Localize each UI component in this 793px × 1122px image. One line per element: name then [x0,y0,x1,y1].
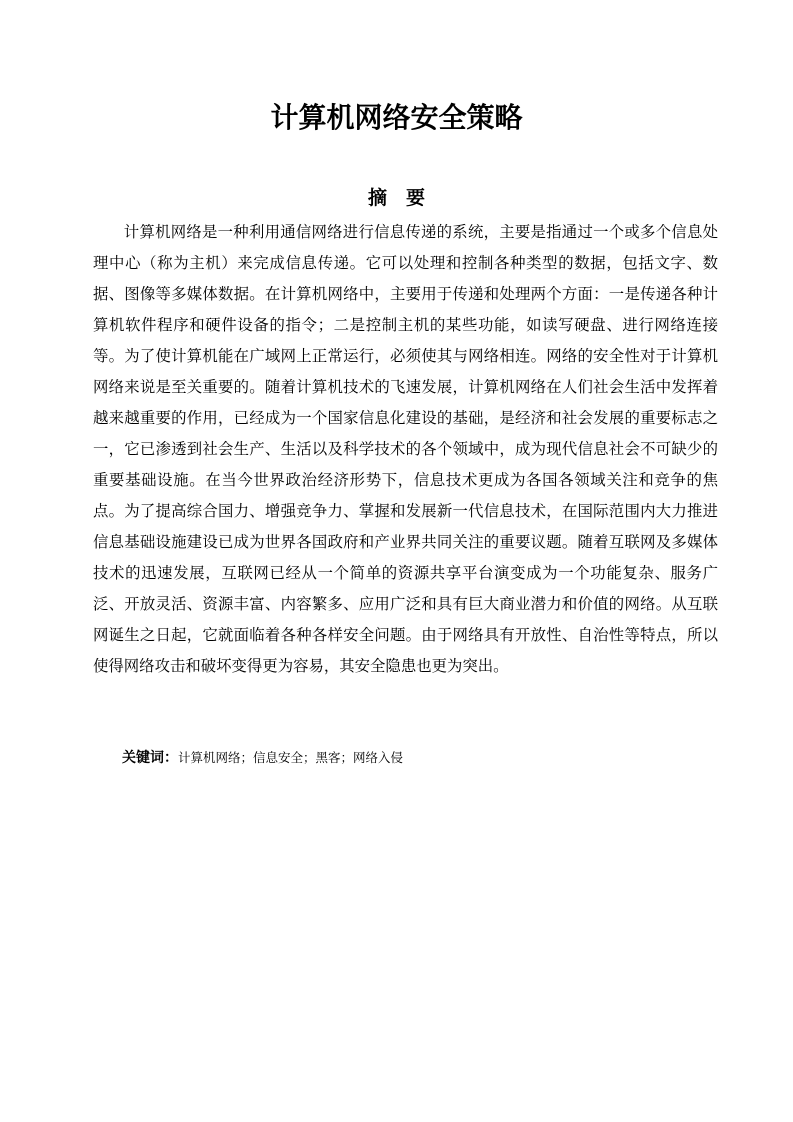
keywords-list: 计算机网络；信息安全；黑客；网络入侵 [178,750,404,765]
abstract-heading: 摘 要 [367,187,425,209]
keywords-label: 关键词： [122,750,178,766]
keywords-line [122,746,722,770]
abstract-paragraph: 计算机网络是一种利用通信网络进行信息传递的系统，主要是指通过一个或多个信息处理中心（称为主机）来完成信息传递。它可以处理和控制各种类型的数据，包括文字、数据、图像等多媒体数据。在计算机网络中，主要用于传递和处理两个方面：一是传递各种计算机软件程序和硬件设备的指令；二是控制主机的某些功能，如读写硬盘、进行网络连接等。为了使计算机能在广域网上正常运行，必须使其与网络相连。网络的安全性对于计算机网络来说是至关重要的。随着计算机技术的飞速发展，计算机网络在人们社会生活中发挥着越来越重要的作用，已经成为一个国家信息化建设的基础，是经济和社会发展的重要标志之一，它已渗透到社会生产、生活以及科学技术的各个领域中，成为现代信息社会不可缺少的重要基础设施。在当今世界政治经济形势下，信息技术更成为各国各领域关注和竞争的焦点。为了提高综合国力、增强竞争力、掌握和发展新一代信息技术，在国际范围内大力推进信息基础设施建设已成为世界各国政府和产业界共同关注的重要议题。随着互联网及多媒体技术的迅速发展，互联网已经从一个简单的资源共享平台演变成为一个功能复杂、服务广泛、开放灵活、资源丰富、内容繁多、应用广泛和具有巨大商业潜力和价值的网络。从互联网诞生之日起，它就面临着各种各样安全问题。由于网络具有开放性、自治性等特点，所以使得网络攻击和破坏变得更为容易，其安全隐患也更为突出。 [93,223,718,675]
page-title: 计算机网络安全策略 [270,101,523,134]
